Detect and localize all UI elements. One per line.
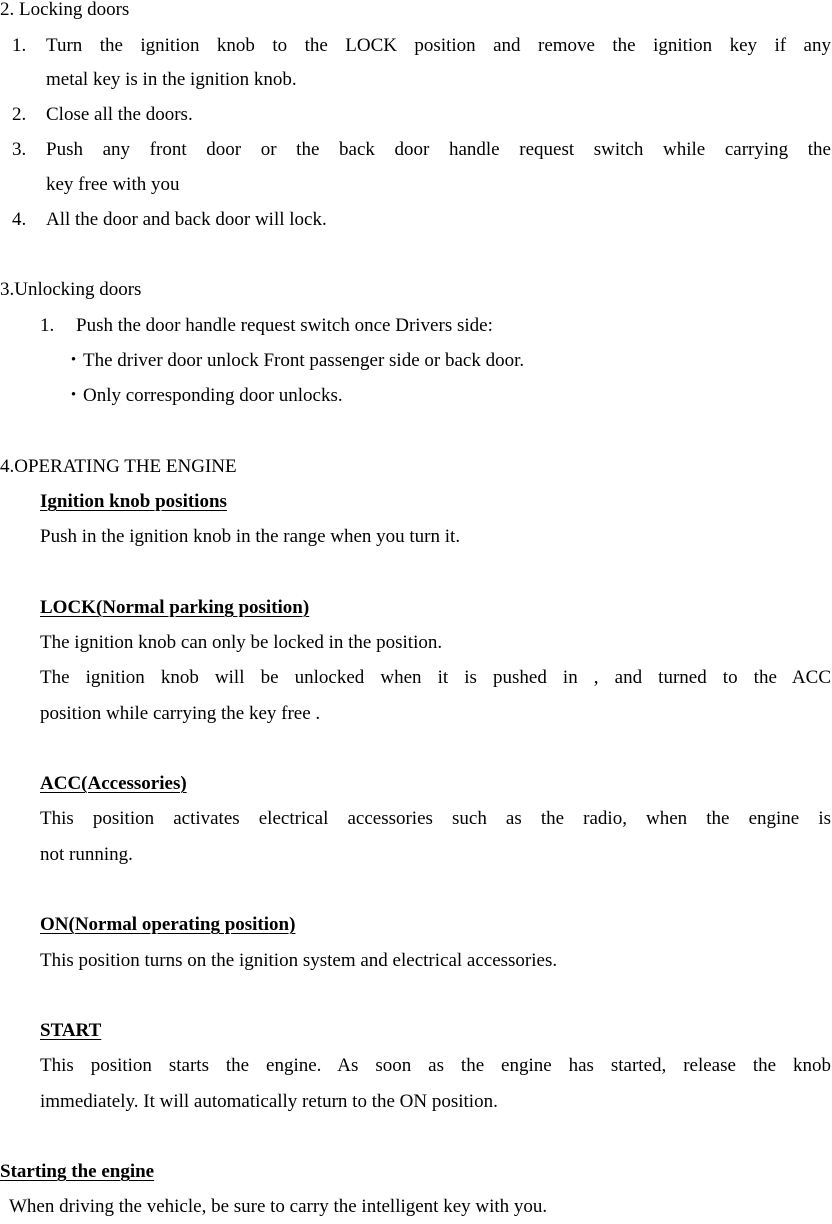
paragraph-line: not running. <box>40 844 133 865</box>
section-heading-unlocking: 3.Unlocking doors <box>0 279 142 300</box>
step-text-continued: key free with you <box>46 174 180 195</box>
subheading-starting-the-engine: Starting the engine <box>0 1161 155 1182</box>
paragraph-line: immediately. It will automatically return to the ON position. <box>40 1091 498 1112</box>
bullet-item: ・Only corresponding door unlocks. <box>64 385 343 406</box>
step-text: All the door and back door will lock. <box>46 209 327 230</box>
paragraph-line: The ignition knob can only be locked in the position. <box>40 632 443 653</box>
paragraph-line: When driving the vehicle, be sure to carry the intelligent key with you. <box>9 1196 548 1217</box>
section-heading-locking: 2. Locking doors <box>0 0 130 20</box>
step-number: 1. <box>12 35 27 56</box>
step-number: 1. <box>40 315 55 336</box>
paragraph-line: The ignition knob will be unlocked when it is pushed in , and turned to the ACC <box>40 667 831 688</box>
paragraph-line: This position starts the engine. As soon as the engine has started, release the knob <box>40 1055 831 1076</box>
paragraph-line: Push in the ignition knob in the range when you turn it. <box>40 526 461 547</box>
step-text: Turn the ignition knob to the LOCK position and remove the ignition key if any <box>46 35 831 56</box>
subheading-start: START <box>40 1020 102 1041</box>
bullet-item: ・The driver door unlock Front passenger side or back door. <box>64 350 525 371</box>
paragraph-line: position while carrying the key free . <box>40 703 321 724</box>
subheading-acc: ACC(Accessories) <box>40 773 187 794</box>
section-heading-engine: 4.OPERATING THE ENGINE <box>0 456 237 477</box>
step-text: Push any front door or the back door handle request switch while carrying the <box>46 139 831 160</box>
subheading-lock: LOCK(Normal parking position) <box>40 597 310 618</box>
subheading-ignition-knob-positions: Ignition knob positions <box>40 491 227 512</box>
step-number: 2. <box>12 104 27 125</box>
subheading-on: ON(Normal operating position) <box>40 914 296 935</box>
step-text: Close all the doors. <box>46 104 193 125</box>
paragraph-line: This position activates electrical accessories such as the radio, when the engine is <box>40 808 831 829</box>
step-number: 3. <box>12 139 27 160</box>
paragraph-line: This position turns on the ignition system and electrical accessories. <box>40 950 558 971</box>
step-number: 4. <box>12 209 27 230</box>
step-text-continued: metal key is in the ignition knob. <box>46 69 297 90</box>
step-text: Push the door handle request switch once Drivers side: <box>76 315 493 336</box>
